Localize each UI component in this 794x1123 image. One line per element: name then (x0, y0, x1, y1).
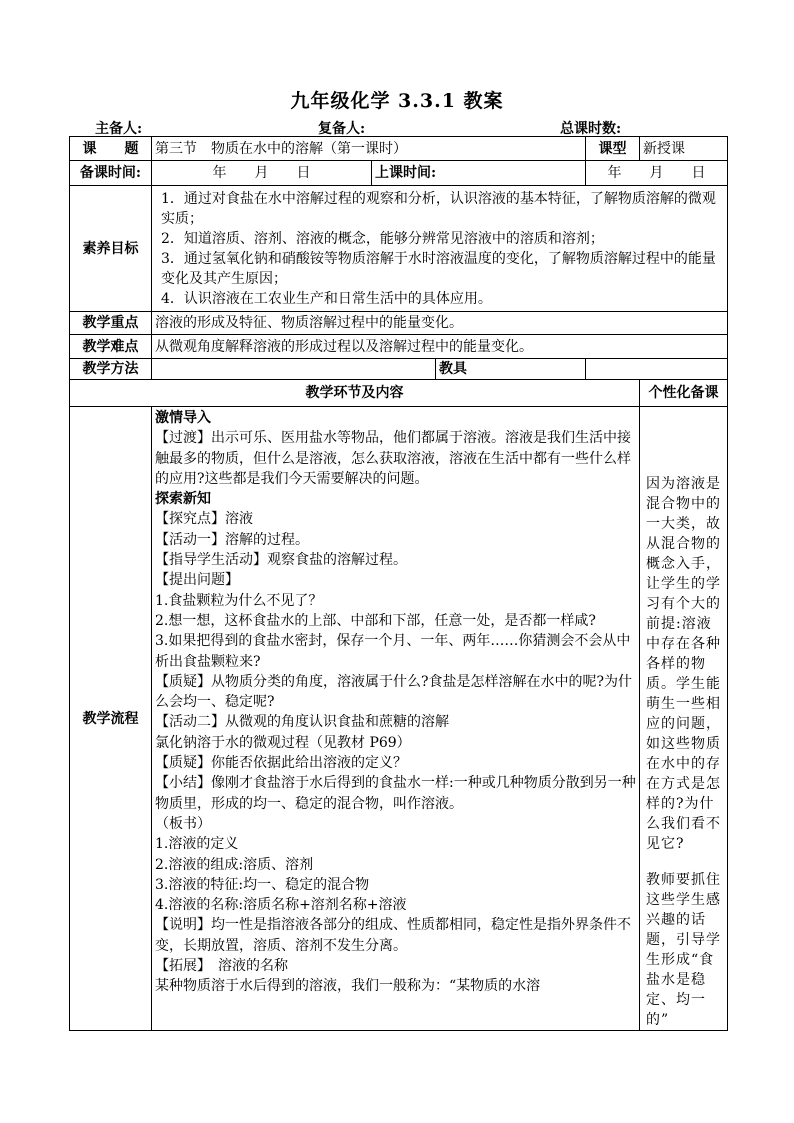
main-preparer-label: 主备人: (95, 121, 143, 137)
goal-item: 4．认识溶液在工农业生产和日常生活中的具体应用。 (161, 290, 492, 307)
flow-line: 【活动二】从微观的角度认识食盐和蔗糖的溶解 (155, 714, 449, 731)
flow-line: 【质疑】从物质分类的角度，溶液属于什么?食盐是怎样溶解在水中的呢?为什么会均一、稳定呢? (155, 673, 633, 711)
flow-section-title: 激情导入 (155, 410, 211, 426)
flow-label: 教学流程 (70, 407, 152, 1031)
difficult-points-value: 从微观角度解释溶液的形成过程以及溶解过程中的能量变化。 (152, 335, 728, 359)
goals-list (152, 186, 728, 312)
prep-time-label: 备课时间: (70, 161, 152, 186)
flow-line: 某种物质溶于水后得到的溶液，我们一般称为：“某物质的水溶 (155, 978, 541, 995)
flow-line: 2.想一想，这杯食盐水的上部、中部和下部，任意一处，是否都一样咸? (155, 612, 596, 629)
flow-line: 1.食盐颗粒为什么不见了？ (155, 592, 323, 609)
personal-header: 个性化备课 (640, 380, 728, 407)
document-title: 九年级化学 3.3.1 教案 (290, 90, 504, 112)
prep-time-value: 年 月 日 (152, 161, 372, 186)
flow-line: 【指导学生活动】观察食盐的溶解过程。 (155, 552, 407, 569)
flow-line: 【过渡】出示可乐、医用盐水等物品，他们都属于溶液。溶液是我们生活中接触最多的物质，但什么是溶液，怎么获取溶液，溶液在生活中都有一些什么样的应用?这些都是我们今天需要解决的问题。 (155, 430, 631, 487)
goal-item: 1．通过对食盐在水中溶解过程的观察和分析，认识溶液的基本特征，了解物质溶解的微观实质； (161, 190, 716, 227)
flow-line: 4.溶液的名称:溶质名称+溶剂名称+溶液 (155, 897, 407, 914)
flow-line: 【拓展】 溶液的名称 (155, 958, 288, 975)
topic-label: 课 题 (70, 137, 152, 161)
flow-line: （板书） (155, 815, 211, 832)
flow-line: 【探究点】溶液 (155, 511, 253, 528)
flow-section-title: 探索新知 (155, 491, 211, 508)
flow-content (152, 407, 640, 1031)
flow-line: 【说明】均一性是指溶液各部分的组成、性质都相同，稳定性是指外界条件不变，长期放置，溶质、溶剂不发生分离。 (155, 917, 631, 954)
lesson-type-value: 新授课 (640, 137, 728, 161)
personal-note: 教师要抓住这些学生感兴趣的话题，引导学生形成“食盐水是稳定、均一的” (646, 872, 722, 1028)
flow-line: 1.溶液的定义 (155, 836, 239, 853)
key-points-value: 溶液的形成及特征、物质溶解过程中的能量变化。 (152, 312, 728, 335)
key-points-label: 教学重点 (70, 312, 152, 335)
class-time-value: 年 月 日 (586, 161, 728, 186)
teaching-tools-value (586, 359, 728, 380)
lesson-plan-table (69, 136, 728, 1031)
difficult-points-label: 教学难点 (70, 335, 152, 359)
flow-line: 3.如果把得到的食盐水密封，保存一个月、一年、两年……你猜测会不会从中析出食盐颗粒来? (155, 633, 631, 670)
content-header: 教学环节及内容 (70, 380, 640, 407)
flow-line: 氯化钠溶于水的微观过程（见教材 P69） (155, 734, 411, 751)
flow-line: 【小结】像刚才食盐溶于水后得到的食盐水一样:一种或几种物质分散到另一种物质里，形成的均一、稳定的混合物，叫作溶液。 (155, 775, 636, 812)
flow-line: 【提出问题】 (155, 572, 239, 589)
goal-item: 2．知道溶质、溶剂、溶液的概念，能够分辨常见溶液中的溶质和溶剂； (161, 230, 604, 247)
flow-line: 【质疑】你能否依据此给出溶液的定义？ (155, 755, 407, 772)
personal-note: 因为溶液是混合物中的一大类，故从混合物的概念入手，让学生的学习有个大的前提:溶液中存在各种各样的物质。学生能萌生一些相应的问题，如这些物质在水中的存在方式是怎样的?为什么我们看不见它? (646, 476, 722, 852)
lesson-type-label: 课型 (586, 137, 640, 161)
teaching-method-label: 教学方法 (70, 359, 152, 380)
teaching-tools-label: 教具 (436, 359, 586, 380)
flow-line: 2.溶液的组成:溶质、溶剂 (155, 856, 314, 873)
topic-value: 第三节 物质在水中的溶解（第一课时） (152, 137, 586, 161)
co-preparer-label: 复备人: (318, 121, 366, 137)
personal-notes (640, 407, 728, 1031)
goal-item: 3．通过氢氧化钠和硝酸铵等物质溶解于水时溶液温度的变化，了解物质溶解过程中的能量变化及其产生原因； (161, 250, 716, 287)
class-time-label: 上课时间: (372, 161, 586, 186)
total-hours-label: 总课时数: (560, 121, 622, 137)
flow-line: 3.溶液的特征:均一、稳定的混合物 (155, 876, 370, 893)
flow-line: 【活动一】溶解的过程。 (155, 531, 309, 548)
goals-label: 素养目标 (70, 186, 152, 312)
teaching-method-value (152, 359, 436, 380)
